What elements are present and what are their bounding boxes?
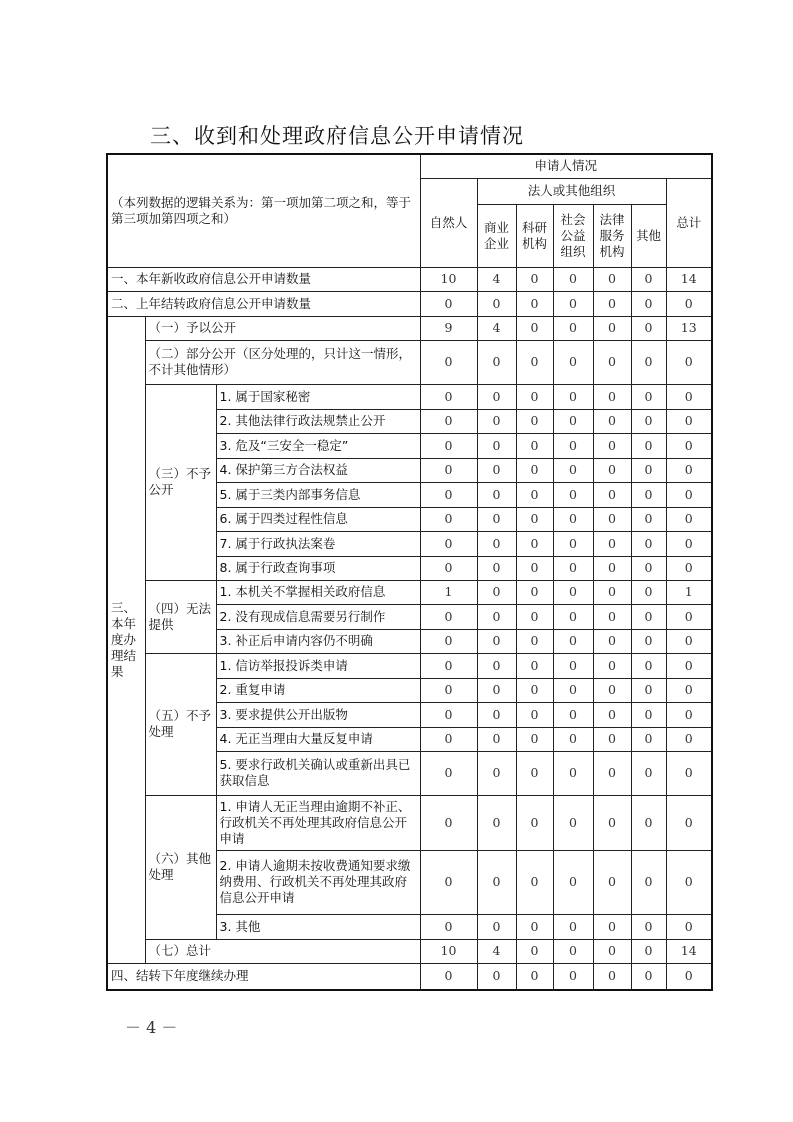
value-cell: 0 [477,604,516,629]
value-cell: 4 [477,267,516,291]
value-cell: 14 [666,267,712,291]
value-cell: 0 [631,963,666,990]
row-label: 2. 没有现成信息需要另行制作 [216,604,420,629]
value-cell: 0 [593,939,631,963]
table-row [107,291,712,316]
value-cell: 0 [631,850,666,914]
value-cell: 0 [516,914,553,939]
value-cell: 0 [477,556,516,580]
value-cell: 0 [593,653,631,678]
table-row [107,384,712,409]
value-cell: 0 [666,531,712,556]
value-cell: 0 [593,384,631,409]
value-cell: 0 [420,678,477,702]
value-cell: 0 [420,702,477,727]
value-cell: 1 [420,580,477,604]
value-cell: 0 [666,727,712,751]
table-row [107,267,712,291]
value-cell: 0 [593,507,631,531]
group-label: （六）其他处理 [145,795,216,939]
value-cell: 0 [593,580,631,604]
value-cell: 0 [553,482,593,507]
value-cell: 0 [593,727,631,751]
header-legal-service: 法律服务机构 [593,204,631,267]
group-label: （五）不予处理 [145,653,216,795]
value-cell: 0 [420,795,477,850]
value-cell: 0 [477,653,516,678]
value-cell: 0 [666,409,712,433]
value-cell: 0 [516,727,553,751]
value-cell: 0 [553,458,593,482]
value-cell: 0 [631,556,666,580]
value-cell: 0 [477,580,516,604]
row-label: 8. 属于行政查询事项 [216,556,420,580]
value-cell: 0 [593,914,631,939]
value-cell: 0 [516,531,553,556]
value-cell: 0 [631,316,666,340]
value-cell: 0 [593,963,631,990]
table-row [107,963,712,990]
value-cell: 0 [666,604,712,629]
value-cell: 0 [553,795,593,850]
value-cell: 0 [516,850,553,914]
value-cell: 0 [516,409,553,433]
value-cell: 0 [553,702,593,727]
value-cell: 0 [666,914,712,939]
value-cell: 0 [477,409,516,433]
value-cell: 0 [631,653,666,678]
value-cell: 0 [516,316,553,340]
value-cell: 0 [516,267,553,291]
value-cell: 0 [420,507,477,531]
row-label: 3. 补正后申请内容仍不明确 [216,629,420,653]
value-cell: 0 [631,727,666,751]
value-cell: 0 [516,458,553,482]
value-cell: 0 [666,963,712,990]
value-cell: 0 [477,795,516,850]
value-cell: 0 [553,507,593,531]
value-cell: 0 [666,702,712,727]
header-total: 总计 [666,178,712,267]
value-cell: 10 [420,939,477,963]
value-cell: 0 [593,531,631,556]
value-cell: 0 [631,751,666,795]
value-cell: 0 [553,580,593,604]
value-cell: 0 [516,291,553,316]
row-label: 6. 属于四类过程性信息 [216,507,420,531]
value-cell: 0 [516,751,553,795]
value-cell: 0 [593,629,631,653]
value-cell: 0 [420,291,477,316]
header-note: （本列数据的逻辑关系为：第一项加第二项之和，等于第三项加第四项之和） [107,154,420,267]
row-label: 1. 申请人无正当理由逾期不补正、行政机关不再处理其政府信息公开申请 [216,795,420,850]
value-cell: 1 [666,580,712,604]
value-cell: 10 [420,267,477,291]
value-cell: 0 [593,458,631,482]
value-cell: 0 [420,604,477,629]
value-cell: 0 [516,507,553,531]
value-cell: 4 [477,316,516,340]
row-label: 5. 属于三类内部事务信息 [216,482,420,507]
value-cell: 0 [420,409,477,433]
value-cell: 0 [516,433,553,458]
value-cell: 0 [477,291,516,316]
row-label: （二）部分公开（区分处理的，只计这一情形，不计其他情形） [145,340,420,384]
value-cell: 0 [420,531,477,556]
value-cell: 0 [553,751,593,795]
value-cell: 0 [631,914,666,939]
value-cell: 0 [593,267,631,291]
value-cell: 0 [477,384,516,409]
value-cell: 0 [593,678,631,702]
table-row [107,580,712,604]
value-cell: 0 [477,482,516,507]
header-applicant: 申请人情况 [420,154,712,178]
value-cell: 0 [516,653,553,678]
value-cell: 0 [516,556,553,580]
value-cell: 0 [593,850,631,914]
value-cell: 0 [516,340,553,384]
value-cell: 0 [420,556,477,580]
value-cell: 0 [631,291,666,316]
table-row [107,316,712,340]
value-cell: 0 [593,702,631,727]
value-cell: 0 [477,507,516,531]
value-cell: 0 [420,629,477,653]
value-cell: 0 [631,580,666,604]
value-cell: 0 [631,384,666,409]
value-cell: 4 [477,939,516,963]
row-label: （七）总计 [145,939,420,963]
value-cell: 0 [553,629,593,653]
value-cell: 0 [477,963,516,990]
value-cell: 0 [477,914,516,939]
row-label: 3. 要求提供公开出版物 [216,702,420,727]
row-label: 3. 其他 [216,914,420,939]
value-cell: 0 [631,267,666,291]
value-cell: 0 [516,384,553,409]
value-cell: 0 [593,340,631,384]
value-cell: 0 [516,604,553,629]
header-legal-org: 法人或其他组织 [477,178,666,204]
value-cell: 0 [631,482,666,507]
table-row [107,795,712,850]
value-cell: 0 [593,409,631,433]
value-cell: 0 [477,340,516,384]
row-label: 1. 属于国家秘密 [216,384,420,409]
value-cell: 0 [666,751,712,795]
table-row [107,340,712,384]
value-cell: 0 [420,653,477,678]
value-cell: 0 [666,850,712,914]
header-natural-person: 自然人 [420,178,477,267]
value-cell: 0 [516,963,553,990]
value-cell: 0 [593,556,631,580]
value-cell: 0 [553,963,593,990]
section3-label: 三、本年度办理结果 [107,316,145,963]
value-cell: 0 [593,604,631,629]
value-cell: 0 [553,653,593,678]
value-cell: 0 [516,629,553,653]
value-cell: 0 [420,727,477,751]
page-number: － 4 － [125,1018,178,1037]
value-cell: 0 [420,963,477,990]
value-cell: 0 [553,678,593,702]
value-cell: 0 [553,939,593,963]
value-cell: 0 [477,850,516,914]
value-cell: 0 [666,433,712,458]
value-cell: 0 [516,702,553,727]
row-label: 2. 重复申请 [216,678,420,702]
row-label: 2. 申请人逾期未按收费通知要求缴纳费用、行政机关不再处理其政府信息公开申请 [216,850,420,914]
row-label: 一、本年新收政府信息公开申请数量 [107,267,420,291]
value-cell: 0 [516,939,553,963]
value-cell: 0 [477,751,516,795]
row-label: 1. 信访举报投诉类申请 [216,653,420,678]
value-cell: 0 [420,482,477,507]
value-cell: 13 [666,316,712,340]
value-cell: 0 [553,727,593,751]
value-cell: 0 [420,850,477,914]
value-cell: 0 [593,795,631,850]
value-cell: 0 [553,604,593,629]
value-cell: 0 [516,580,553,604]
header-commercial: 商业企业 [477,204,516,267]
value-cell: 0 [593,433,631,458]
value-cell: 0 [420,384,477,409]
value-cell: 0 [593,291,631,316]
value-cell: 0 [553,291,593,316]
value-cell: 0 [553,384,593,409]
value-cell: 0 [477,702,516,727]
info-disclosure-table [106,153,713,991]
value-cell: 0 [593,751,631,795]
row-label: 4. 保护第三方合法权益 [216,458,420,482]
value-cell: 0 [477,458,516,482]
value-cell: 0 [593,482,631,507]
value-cell: 0 [631,531,666,556]
value-cell: 0 [631,409,666,433]
row-label: 3. 危及“三安全一稳定” [216,433,420,458]
row-label: 2. 其他法律行政法规禁止公开 [216,409,420,433]
value-cell: 0 [420,751,477,795]
value-cell: 0 [666,458,712,482]
group-label: （三）不予公开 [145,384,216,580]
table-row [107,939,712,963]
row-label: （一）予以公开 [145,316,420,340]
value-cell: 0 [553,433,593,458]
value-cell: 0 [666,291,712,316]
value-cell: 14 [666,939,712,963]
value-cell: 0 [553,267,593,291]
value-cell: 0 [631,604,666,629]
value-cell: 0 [553,316,593,340]
value-cell: 0 [666,653,712,678]
value-cell: 0 [631,702,666,727]
value-cell: 0 [477,629,516,653]
value-cell: 0 [420,340,477,384]
value-cell: 0 [666,507,712,531]
value-cell: 0 [631,507,666,531]
section-title: 三、收到和处理政府信息公开申请情况 [150,124,524,148]
value-cell: 0 [420,458,477,482]
row-label: 四、结转下年度继续办理 [107,963,420,990]
value-cell: 0 [631,678,666,702]
value-cell: 0 [666,629,712,653]
value-cell: 0 [631,433,666,458]
header-social: 社会公益组织 [553,204,593,267]
value-cell: 0 [553,409,593,433]
table-row [107,653,712,678]
value-cell: 0 [631,340,666,384]
value-cell: 0 [477,531,516,556]
row-label: 4. 无正当理由大量反复申请 [216,727,420,751]
value-cell: 0 [593,316,631,340]
value-cell: 0 [420,914,477,939]
value-cell: 0 [477,727,516,751]
value-cell: 0 [631,939,666,963]
value-cell: 0 [666,340,712,384]
value-cell: 0 [631,458,666,482]
value-cell: 0 [553,340,593,384]
value-cell: 0 [666,384,712,409]
value-cell: 0 [516,678,553,702]
value-cell: 0 [477,433,516,458]
value-cell: 0 [553,850,593,914]
value-cell: 0 [553,531,593,556]
value-cell: 0 [631,629,666,653]
row-label: 二、上年结转政府信息公开申请数量 [107,291,420,316]
value-cell: 0 [666,795,712,850]
value-cell: 9 [420,316,477,340]
value-cell: 0 [666,482,712,507]
value-cell: 0 [666,678,712,702]
value-cell: 0 [477,678,516,702]
header-research: 科研机构 [516,204,553,267]
value-cell: 0 [553,556,593,580]
header-other: 其他 [631,204,666,267]
row-label: 5. 要求行政机关确认或重新出具已获取信息 [216,751,420,795]
value-cell: 0 [516,795,553,850]
value-cell: 0 [666,556,712,580]
value-cell: 0 [516,482,553,507]
group-label: （四）无法提供 [145,580,216,653]
value-cell: 0 [420,433,477,458]
row-label: 1. 本机关不掌握相关政府信息 [216,580,420,604]
value-cell: 0 [631,795,666,850]
value-cell: 0 [553,914,593,939]
row-label: 7. 属于行政执法案卷 [216,531,420,556]
